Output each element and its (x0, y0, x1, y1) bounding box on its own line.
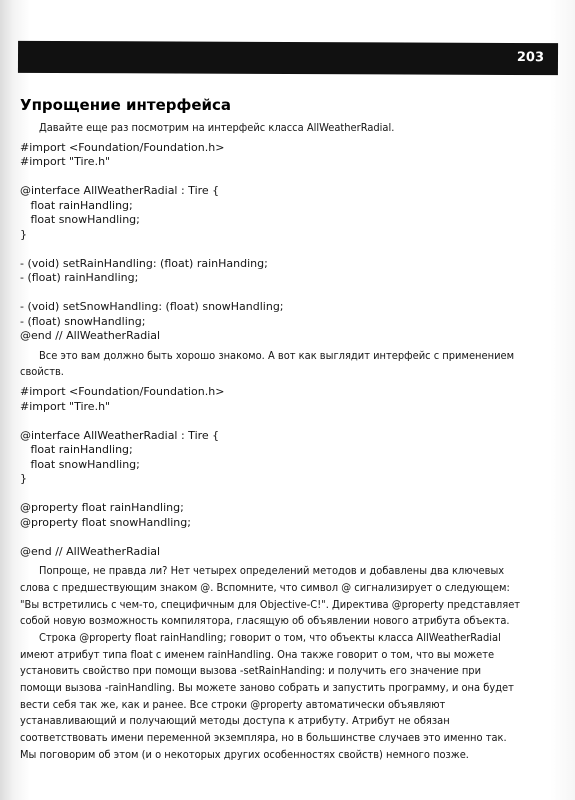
paragraph-2: Все это вам должно быть хорошо знакомо. А вот как выглядит интерфейс с применением свойств. (20, 348, 515, 379)
code-line (20, 530, 525, 545)
code-line: @interface AllWeatherRadial : Tire { (20, 184, 220, 198)
code-line: - (void) setRainHandling: (float) rainHanding; (20, 256, 268, 270)
page-number: 203 (516, 49, 545, 66)
header-bar (18, 41, 558, 75)
paragraph-4: Строка @property float rainHandling; говорит о том, что объекты класса AllWeatherRadial имеют атрибут типа float с именем rainHandling. Она также говорит о том, что вы можете установить свойство при помощи вызова -setRainHanding: и получить его значение при помощи вызова -rainHandling. Вы можете заново собрать и запустить программу, и она будет вести себя так же, как и ранее. Все строки @property автоматически объявляют устанавливающий и получающий методы доступа к атрибуту. Атрибут не обязан соответствовать имени переменной экземпляра, но в большинстве случаев это именно так. Мы поговорим об этом (и о некоторых других особенностях свойств) немного позже. (20, 630, 514, 761)
code-line: float snowHandling; (20, 213, 140, 227)
code-line: - (void) setSnowHandling: (float) snowHandling; (20, 300, 284, 314)
code-listing-1 (20, 141, 525, 344)
code-line: } (20, 472, 27, 486)
code-line: #import <Foundation/Foundation.h> (20, 140, 225, 154)
code-line: @end // AllWeatherRadial (20, 544, 161, 558)
code-line: #import <Foundation/Foundation.h> (20, 385, 225, 399)
code-line: } (20, 227, 27, 241)
intro-paragraph: Давайте еще раз посмотрим на интерфейс класса AllWeatherRadial. (39, 121, 395, 134)
section-heading: Упрощение интерфейса (20, 96, 232, 114)
code-line: @property float rainHandling; (20, 501, 184, 515)
page-content (20, 96, 525, 764)
code-line: #import "Tire.h" (20, 155, 111, 169)
code-line (20, 487, 525, 502)
code-line (20, 170, 525, 185)
code-line (20, 242, 525, 257)
code-line: @end // AllWeatherRadial (20, 329, 161, 343)
paragraph-3: Попроще, не правда ли? Нет четырех определений методов и добавлены два ключевых слова с предшествующим знаком @. Вспомните, что символ @ сигнализирует о следующем: "Вы встретились с чем-то, специфичным для Objective-C!". Директива @property представляет собой новую возможность компилятора, гласящую об объявлении нового атрибута объекта. (20, 564, 521, 628)
code-line (20, 414, 525, 429)
code-listing-2 (20, 385, 525, 559)
code-line: #import "Tire.h" (20, 399, 111, 413)
code-line: @interface AllWeatherRadial : Tire { (20, 428, 220, 442)
code-line: - (float) snowHandling; (20, 314, 146, 328)
code-line: float rainHandling; (20, 198, 133, 212)
code-line (20, 286, 525, 301)
code-line: - (float) rainHandling; (20, 271, 139, 285)
code-line: float snowHandling; (20, 457, 140, 471)
code-line: float rainHandling; (20, 443, 133, 457)
code-line: @property float snowHandling; (20, 515, 191, 529)
